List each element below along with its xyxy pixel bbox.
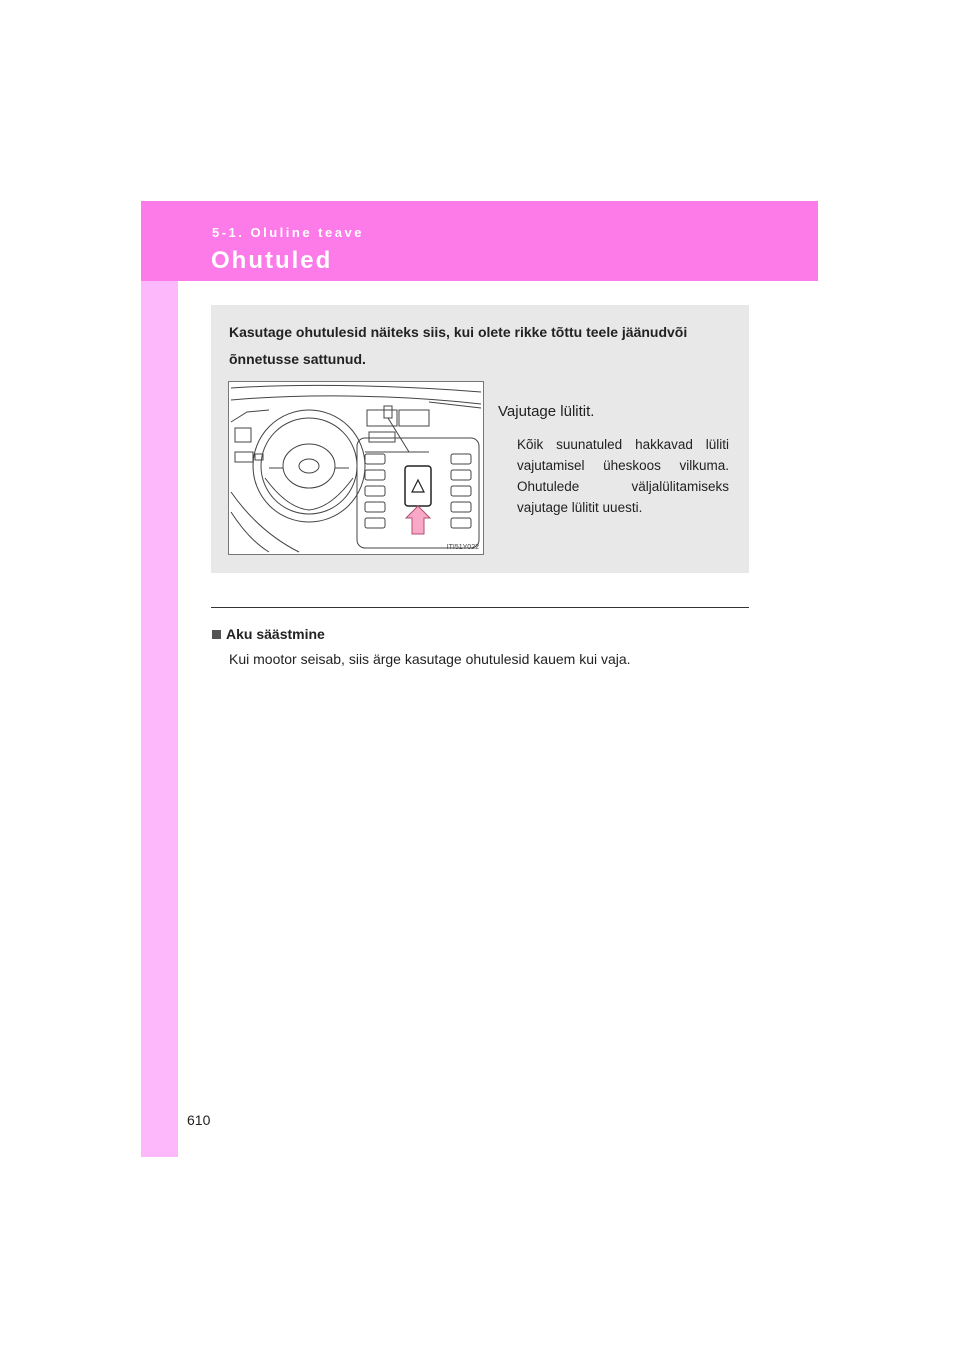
page-number: 610 bbox=[187, 1112, 211, 1128]
dashboard-drawing bbox=[229, 382, 483, 554]
note-heading-text: Aku säästmine bbox=[226, 626, 325, 642]
illustration-code: ITI51Y022 bbox=[446, 544, 479, 551]
hazard-switch-illustration bbox=[228, 381, 484, 555]
section-label: 5-1. Oluline teave bbox=[212, 225, 364, 240]
note-heading bbox=[212, 626, 325, 642]
step-heading: Vajutage lülitit. bbox=[498, 403, 595, 420]
square-bullet-icon bbox=[212, 630, 221, 639]
section-divider bbox=[211, 607, 749, 608]
intro-text: Kasutage ohutulesid näiteks siis, kui olete rikke tõttu teele jäänudvõi õnnetusse sattunud. bbox=[229, 324, 688, 367]
note-text: Kui mootor seisab, siis ärge kasutage ohutulesid kauem kui vaja. bbox=[229, 651, 631, 667]
step-description: Kõik suunatuled hakkavad lüliti vajutamisel üheskoos vilkuma. Ohutulede väljalülitamiseks vajutage lülitit uuesti. bbox=[517, 437, 729, 515]
page-title: Ohutuled bbox=[211, 247, 333, 274]
side-tab-strip bbox=[141, 201, 178, 1157]
